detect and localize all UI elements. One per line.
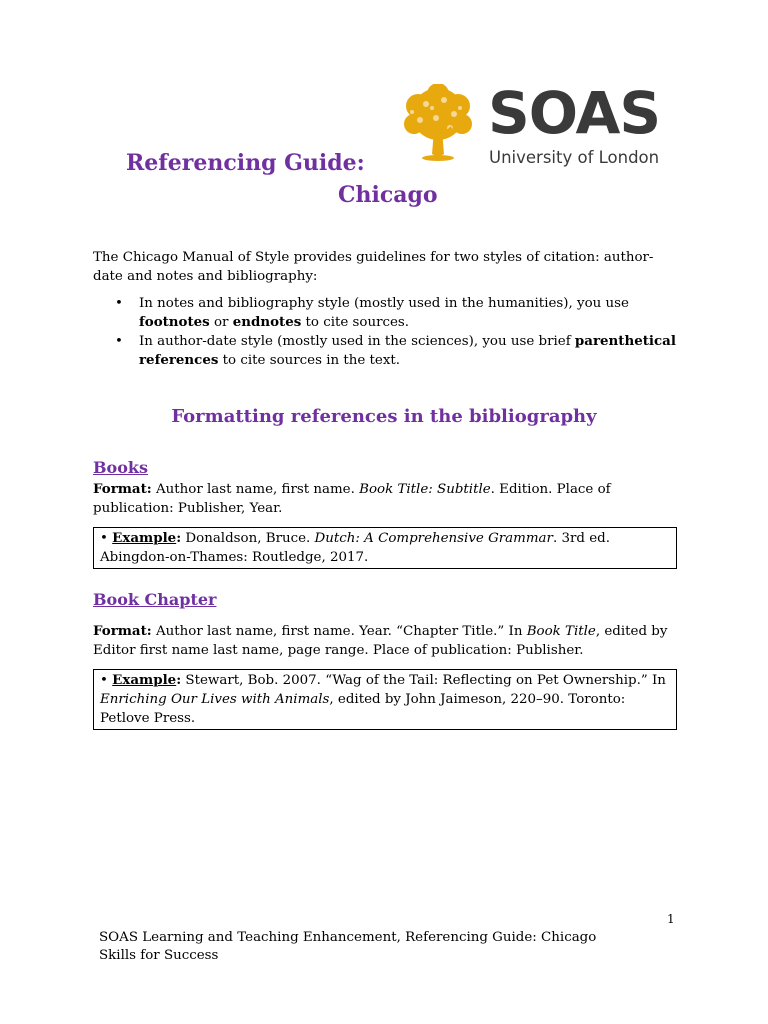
format-label: Format:	[93, 481, 152, 497]
bullet-icon: •	[115, 334, 123, 349]
footer-line: Skills for Success	[99, 948, 219, 963]
example-italic: Dutch: A Comprehensive Grammar	[314, 531, 553, 546]
books-example-box	[93, 527, 677, 569]
logo-wordmark: SOAS	[488, 79, 661, 147]
format-text: , edited by Editor first name last name, page range. Place of publication: Publisher.	[93, 624, 668, 658]
soas-logo	[396, 79, 686, 170]
example-text: Stewart, Bob. 2007. “Wag of the Tail: Reflecting on Pet Ownership.” In	[181, 673, 666, 688]
books-format	[93, 480, 683, 518]
footer-line: SOAS Learning and Teaching Enhancement, Referencing Guide: Chicago	[99, 930, 597, 945]
page-number: 1	[667, 912, 675, 926]
book-chapter-heading: Book Chapter	[93, 590, 217, 609]
bullet-bold-term: endnotes	[232, 314, 302, 330]
bullet-icon: •	[115, 296, 123, 311]
books-heading: Books	[93, 458, 148, 477]
example-colon: :	[176, 672, 182, 688]
format-text: Author last name, first name.	[151, 482, 360, 497]
list-item	[93, 332, 683, 370]
format-text: Author last name, first name. Year. “Chapter Title.” In	[151, 624, 527, 639]
example-label: Example	[112, 672, 177, 688]
bullet-bold-term: footnotes	[139, 314, 210, 330]
logo-subtitle: University of London	[489, 148, 660, 167]
page-title-subtitle: Chicago	[338, 182, 438, 208]
bullet-icon: •	[100, 673, 108, 688]
chapter-format	[93, 622, 683, 660]
example-text: , edited by John Jaimeson, 220–90. Toronto: Petlove Press.	[100, 692, 626, 726]
bullet-text: In notes and bibliography style (mostly used in the humanities), you use	[139, 296, 629, 311]
footer	[99, 929, 596, 965]
example-italic: Enriching Our Lives with Animals	[100, 692, 330, 707]
bullet-text: to cite sources in the text.	[218, 353, 401, 368]
example-text: Donaldson, Bruce.	[181, 531, 315, 546]
format-text: . Edition. Place of publication: Publisher, Year.	[93, 482, 611, 516]
example-text: . 3rd ed. Abingdon-on-Thames: Routledge, 2017.	[100, 531, 610, 565]
intro-bullet-list	[93, 294, 683, 370]
section-heading: Formatting references in the bibliography	[171, 406, 597, 427]
bullet-text: or	[209, 315, 233, 330]
chapter-example-box	[93, 669, 677, 730]
bullet-text: to cite sources.	[301, 315, 410, 330]
format-label: Format:	[93, 623, 152, 639]
format-italic: Book Title: Subtitle	[359, 482, 491, 497]
intro-paragraph: The Chicago Manual of Style provides guidelines for two styles of citation: author-date and notes and bibliography:	[93, 250, 654, 284]
bullet-text: In author-date style (mostly used in the sciences), you use brief	[139, 334, 575, 349]
example-colon: :	[176, 530, 182, 546]
bullet-bold-term: parenthetical references	[139, 333, 676, 368]
bullet-icon: •	[100, 531, 108, 546]
page-title: Referencing Guide:	[126, 150, 365, 176]
list-item	[93, 294, 683, 332]
example-label: Example	[112, 530, 177, 546]
format-italic: Book Title	[526, 624, 596, 639]
